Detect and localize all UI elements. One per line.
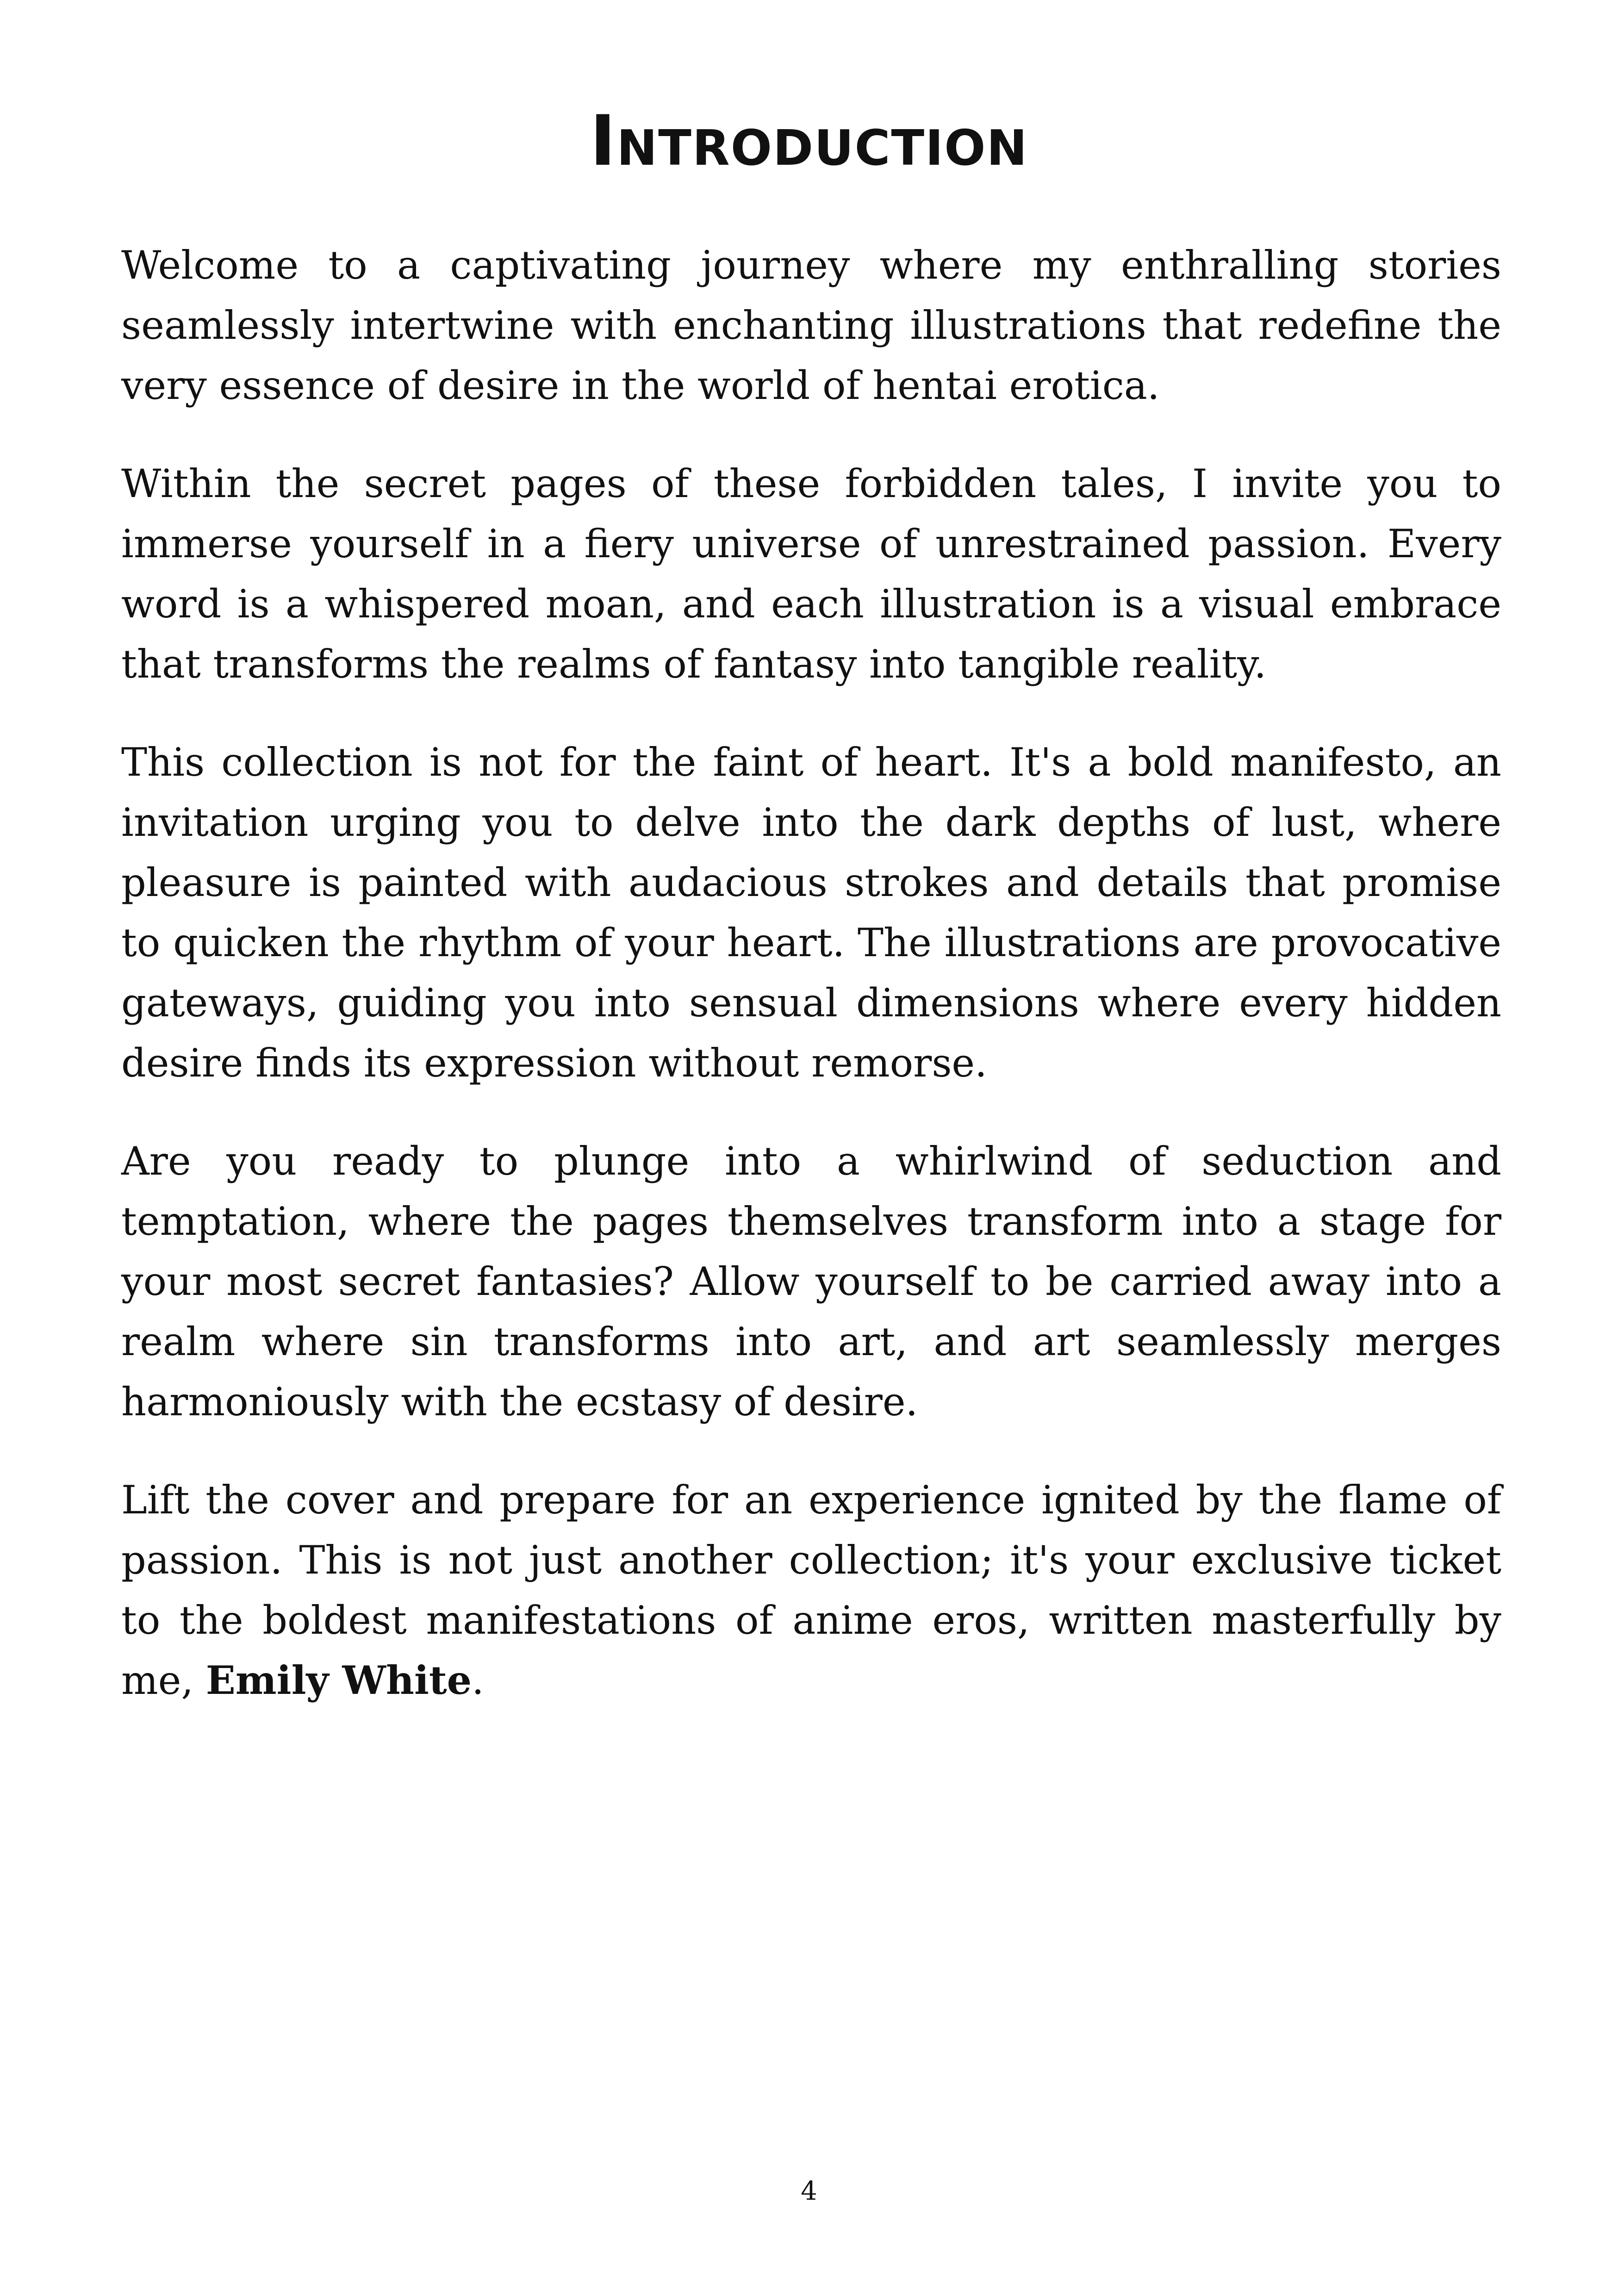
paragraph-welcome: Welcome to a captivating journey where my enthralling stories seamlessly intertwine with enchanting illustrations that redefine the very essence of desire in the world of hentai erotica. xyxy=(121,243,1501,408)
paragraph-closing xyxy=(121,1470,1501,1711)
closing-text: Lift the cover and prepare for an experience ignited by the flame of passion. This is not just another collection; it's your exclusive ticket to the boldest manifestations of anime eros, written masterfully by me, xyxy=(121,1477,1501,1703)
paragraph-collection: This collection is not for the faint of heart. It's a bold manifesto, an invitation urging you to delve into the dark depths of lust, where pleasure is painted with audacious strokes and details that promise to quicken the rhythm of your heart. The illustrations are provocative gateways, guiding you into sensual dimensions where every hidden desire finds its expression without remorse. xyxy=(121,740,1501,1086)
author-name: Emily White xyxy=(205,1657,472,1703)
closing-period: . xyxy=(472,1658,484,1703)
page-title: Introduction xyxy=(590,101,1028,181)
page-number: 4 xyxy=(801,2176,817,2206)
paragraph-question: Are you ready to plunge into a whirlwind of seduction and temptation, where the pages themselves transform into a stage for your most secret fantasies? Allow yourself to be carried away into a realm where sin transforms into art, and art seamlessly merges harmoniously with the ecstasy of desire. xyxy=(121,1139,1501,1425)
paragraph-invitation: Within the secret pages of these forbidden tales, I invite you to immerse yourself in a fiery universe of unrestrained passion. Every word is a whispered moan, and each illustration is a visual embrace that transforms the realms of fantasy into tangible reality. xyxy=(121,461,1501,687)
body-text xyxy=(121,235,1501,1748)
